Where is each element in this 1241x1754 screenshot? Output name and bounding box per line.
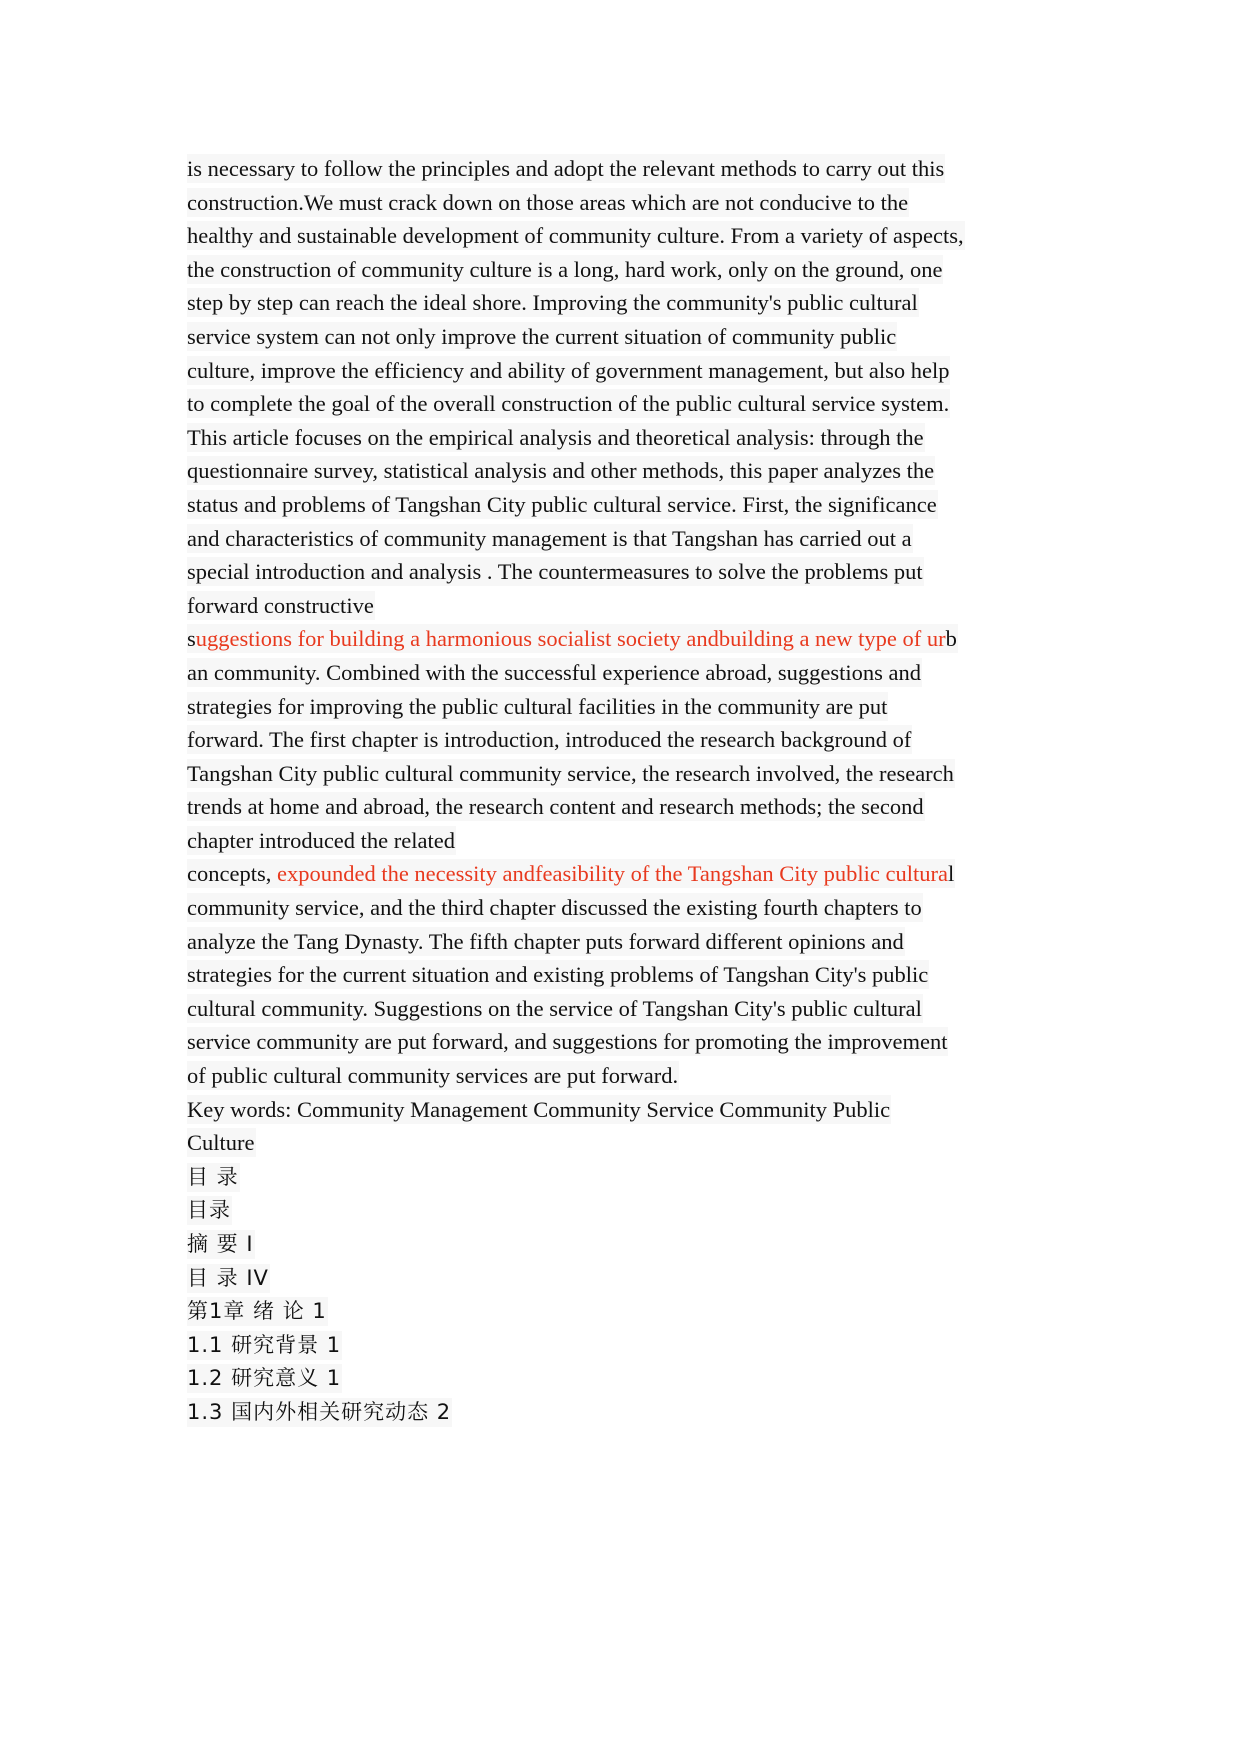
text-line: service community are put forward, and suggestions for promoting the improvement (187, 1029, 948, 1055)
red-line-1 (187, 622, 1067, 656)
abstract-line (187, 387, 1067, 421)
abstract-line (187, 925, 1067, 959)
abstract-body-end (187, 891, 1067, 1093)
text-line: 1.2 研究意义 1 (187, 1364, 342, 1393)
toc-entry (187, 1227, 1067, 1261)
text-line: strategies for improving the public cultural facilities in the community are put (187, 693, 888, 719)
abstract-body-continued (187, 656, 1067, 858)
text-line: trends at home and abroad, the research content and research methods; the second (187, 794, 924, 820)
text-line: 第1章 绪 论 1 (187, 1297, 328, 1326)
text-line: 摘 要 I (187, 1230, 255, 1259)
abstract-line (187, 219, 1067, 253)
text-line (187, 624, 958, 653)
keywords (187, 1093, 1067, 1160)
text-line: Culture (187, 1130, 255, 1156)
text-line: an community. Combined with the successful experience abroad, suggestions and (187, 659, 921, 685)
table-of-contents (187, 1227, 1067, 1429)
toc-heading (187, 1193, 1067, 1227)
text-line: analyze the Tang Dynasty. The fifth chapter puts forward different opinions and (187, 928, 904, 954)
toc-title: 目 录 (187, 1163, 240, 1192)
text-run: b (945, 626, 957, 652)
text-line: forward constructive (187, 592, 374, 618)
text-line: step by step can reach the ideal shore. Improving the community's public cultural (187, 290, 918, 316)
text-line (187, 859, 955, 888)
text-line: community service, and the third chapter discussed the existing fourth chapters to (187, 895, 922, 921)
document-page (187, 152, 1067, 1429)
abstract-line (187, 757, 1067, 791)
text-run: concepts, (187, 861, 277, 887)
abstract-line (187, 958, 1067, 992)
text-line: service system can not only improve the current situation of community public (187, 323, 897, 349)
abstract-line (187, 186, 1067, 220)
abstract-line (187, 320, 1067, 354)
abstract-line (187, 555, 1067, 589)
text-line: 1.1 研究背景 1 (187, 1331, 342, 1360)
text-line: chapter introduced the related (187, 827, 455, 853)
text-line: healthy and sustainable development of community culture. From a variety of aspects, (187, 223, 964, 249)
text-line: questionnaire survey, statistical analysis and other methods, this paper analyzes the (187, 458, 935, 484)
abstract-line (187, 454, 1067, 488)
abstract-line (187, 1025, 1067, 1059)
toc-entry (187, 1294, 1067, 1328)
abstract-line (187, 421, 1067, 455)
text-line: special introduction and analysis . The countermeasures to solve the problems put (187, 559, 923, 585)
abstract-line (187, 992, 1067, 1026)
toc-entry (187, 1395, 1067, 1429)
text-line: the construction of community culture is a long, hard work, only on the ground, one (187, 256, 943, 282)
toc-entry (187, 1328, 1067, 1362)
abstract-line (187, 522, 1067, 556)
text-line: is necessary to follow the principles and adopt the relevant methods to carry out this (187, 156, 945, 181)
abstract-line (187, 354, 1067, 388)
abstract-body (187, 152, 1067, 622)
red-line-2 (187, 857, 1067, 891)
text-run: s (187, 626, 196, 652)
text-line: culture, improve the efficiency and ability of government management, but also help (187, 357, 950, 383)
text-line: 1.3 国内外相关研究动态 2 (187, 1398, 452, 1427)
text-line: status and problems of Tangshan City public cultural service. First, the significance (187, 491, 937, 517)
toc-heading-spaced (187, 1160, 1067, 1194)
toc-title: 目录 (187, 1196, 232, 1225)
abstract-line (187, 656, 1067, 690)
highlighted-red-text: expounded the necessity andfeasibility of the Tangshan City public cultura (276, 861, 948, 887)
abstract-line (187, 723, 1067, 757)
highlighted-red-text: uggestions for building a harmonious socialist society andbuilding a new type of ur (195, 626, 946, 652)
abstract-line (187, 286, 1067, 320)
abstract-line (187, 589, 1067, 623)
abstract-line (187, 253, 1067, 287)
abstract-line (187, 152, 1067, 186)
text-line: This article focuses on the empirical analysis and theoretical analysis: through the (187, 424, 924, 450)
abstract-line (187, 690, 1067, 724)
text-line: cultural community. Suggestions on the service of Tangshan City's public cultural (187, 995, 922, 1021)
text-run: l (947, 861, 955, 887)
text-line: and characteristics of community management is that Tangshan has carried out a (187, 525, 912, 551)
text-line: Key words: Community Management Community Service Community Public (187, 1096, 891, 1122)
toc-entry (187, 1361, 1067, 1395)
abstract-line (187, 824, 1067, 858)
text-line: construction.We must crack down on those areas which are not conducive to the (187, 189, 909, 215)
keywords-line (187, 1093, 1067, 1127)
text-line: strategies for the current situation and existing problems of Tangshan City's public (187, 962, 929, 988)
text-line: to complete the goal of the overall construction of the public cultural service system. (187, 391, 950, 417)
abstract-line (187, 790, 1067, 824)
text-line: of public cultural community services are put forward. (187, 1063, 679, 1089)
abstract-line (187, 1059, 1067, 1093)
keywords-line (187, 1126, 1067, 1160)
text-line: Tangshan City public cultural community service, the research involved, the research (187, 760, 954, 786)
abstract-line (187, 891, 1067, 925)
abstract-line (187, 488, 1067, 522)
text-line: forward. The first chapter is introduction, introduced the research background of (187, 727, 912, 753)
toc-entry (187, 1261, 1067, 1295)
text-line: 目 录 IV (187, 1264, 270, 1293)
